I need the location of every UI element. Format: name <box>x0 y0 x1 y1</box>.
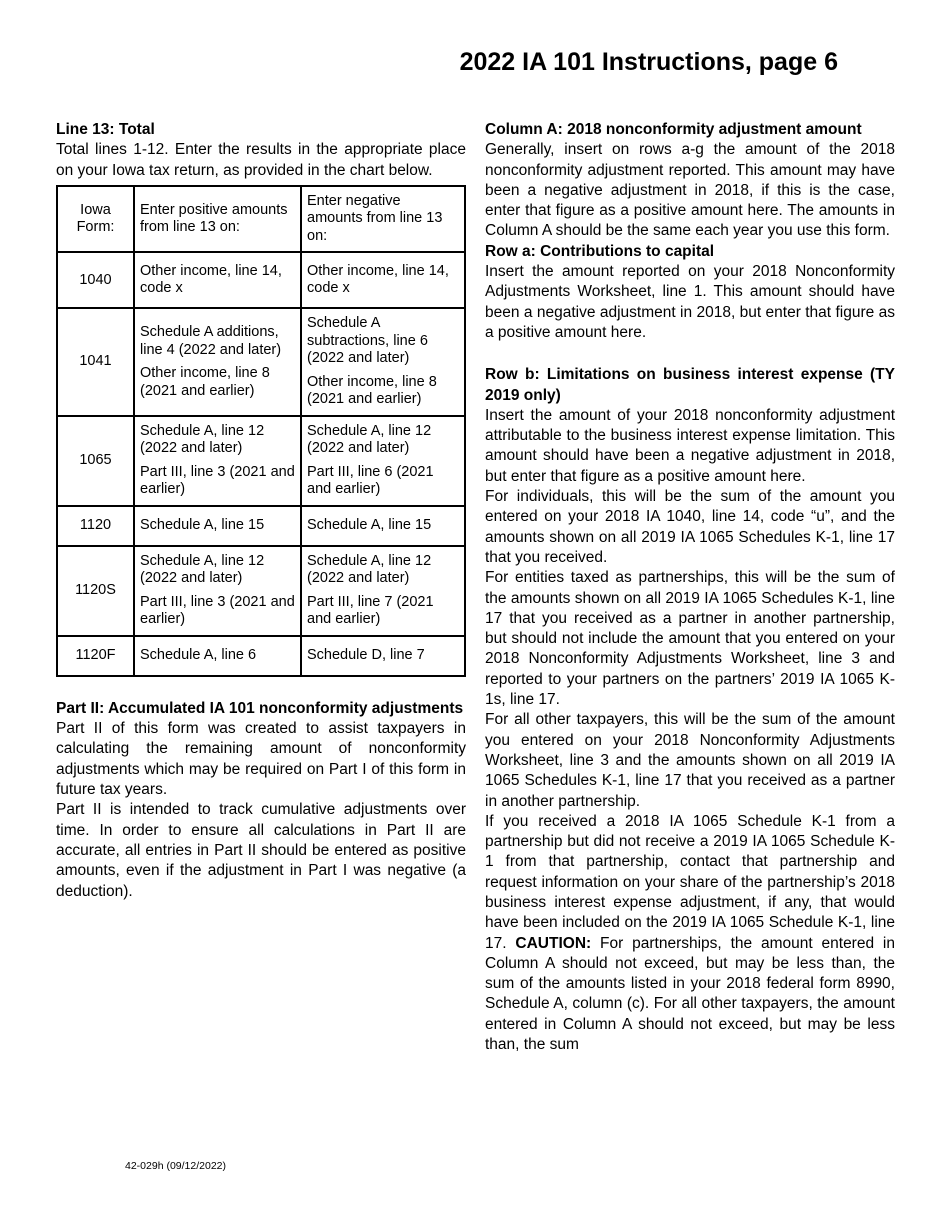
table-row <box>57 546 465 636</box>
cell-text: Other income, line 8 (2021 and earlier) <box>140 365 270 399</box>
part2-paragraph: Part II is intended to track cumulative adjustments over time. In order to ensure all calculations in Part II are accurate, all entries in Part II should be entered as positive amounts, even if the adjustment in Part I was negative (a deduction). <box>56 801 466 900</box>
cell-text: Schedule A, line 15 <box>140 517 265 534</box>
part2-paragraph: Part II of this form was created to assist taxpayers in calculating the remaining amount of nonconformity adjustments which may be required on Part I of this form in future tax years. <box>56 720 466 799</box>
row-a-text: Insert the amount reported on your 2018 Nonconformity Adjustments Worksheet, line 1. This amount should have been a negative adjustment in 2018, but enter that figure as a positive amount here. <box>485 263 895 341</box>
table-header-cell: Enter positive amounts from line 13 on: <box>134 186 301 253</box>
form-cell: 1120S <box>57 546 134 636</box>
cell-text: Schedule A, line 6 <box>140 647 257 664</box>
cell-text: Schedule D, line 7 <box>307 647 425 664</box>
form-id-footer: 42-029h (09/12/2022) <box>125 1160 226 1172</box>
cell-text: Other income, line 14, code x <box>307 262 449 297</box>
row-b-paragraph <box>485 812 895 1056</box>
cell-text: Schedule A, line 15 <box>307 517 432 534</box>
line13-text: Total lines 1-12. Enter the results in the appropriate place on your Iowa tax return, as provided in the chart below. <box>56 141 466 179</box>
cell-text: Part III, line 6 (2021 and earlier) <box>307 463 434 498</box>
page-title: 2022 IA 101 Instructions, page 6 <box>459 48 838 76</box>
positive-cell <box>134 308 301 416</box>
table-row <box>57 252 465 308</box>
positive-cell <box>134 416 301 506</box>
row-b-paragraph: For individuals, this will be the sum of the amount you entered on your 2018 IA 1040, line 14, code “u”, and the amounts shown on all 2019 IA 1065 Schedules K-1, line 17 that you received. <box>485 488 895 566</box>
cell-text: Schedule A, line 12 (2022 and later) <box>140 552 265 587</box>
positive-cell <box>134 506 301 546</box>
table-header-cell: Enter negative amounts from line 13 on: <box>301 186 465 253</box>
negative-cell <box>301 546 465 636</box>
table-header-cell: Iowa Form: <box>57 186 134 253</box>
form-cell: 1040 <box>57 252 134 308</box>
cell-text: Schedule A subtractions, line 6 (2022 and later) <box>307 315 428 367</box>
positive-cell <box>134 252 301 308</box>
negative-cell <box>301 252 465 308</box>
row-b-paragraph: For entities taxed as partnerships, this will be the sum of the amounts shown on all 2019 IA 1065 Schedules K-1, line 17 that you received as a partner in another partnership, but should not include the amount that you entered on your 2018 Nonconformity Adjustments Worksheet, line 3 and reported to your partners on the partners’ 2019 IA 1065 K-1s, line 17. <box>485 569 895 709</box>
row-b-paragraph: For all other taxpayers, this will be the sum of the amount you entered on your 2018 Nonconformity Adjustments Worksheet, line 3 and the amounts shown on all 2019 IA 1065 Schedules K-1, line 17 that you received as a partner in another partnership. <box>485 711 895 810</box>
table-row <box>57 506 465 546</box>
row-b-text: If you received a 2018 IA 1065 Schedule K-1 from a partnership but did not receive a 2019 IA 1065 Schedule K-1 from that partnership, contact that partnership and request information on your share of the partnership’s 2018 business interest expense adjustment, if any, that would have been included on the 2019 IA 1065 Schedule K-1, line 17. <box>485 812 895 952</box>
row-b-text: For partnerships, the amount entered in Column A should not exceed, but may be less than, the sum of the amounts listed in your 2018 federal form 8990, Schedule A, column (c). For all other taxpayers, the amount entered in Column A should not exceed, but may be less than, the sum <box>485 934 895 1054</box>
cell-text: Part III, line 3 (2021 and earlier) <box>140 593 295 628</box>
column-a-heading: Column A: 2018 nonconformity adjustment amount <box>485 121 862 138</box>
right-column <box>485 120 895 1055</box>
row-b-heading: Row b: Limitations on business interest expense (TY 2019 only) <box>485 366 895 404</box>
cell-text: Other income, line 14, code x <box>140 262 282 297</box>
iowa-form-chart <box>56 185 466 677</box>
cell-text: Part III, line 3 (2021 and earlier) <box>140 463 295 498</box>
form-cell: 1120 <box>57 506 134 546</box>
table-header-row <box>57 186 465 253</box>
column-a-text: Generally, insert on rows a-g the amount of the 2018 nonconformity adjustment reported. This amount may have been a negative adjustment in 2018, if this is the case, enter that figure as a positive amount here. The amounts in Column A should be the same each year you use this form. <box>485 141 895 240</box>
form-cell: 1041 <box>57 308 134 416</box>
negative-cell <box>301 416 465 506</box>
positive-cell <box>134 546 301 636</box>
left-column <box>56 120 466 902</box>
row-b-paragraph: Insert the amount of your 2018 nonconformity adjustment attributable to the business interest expense limitation. This amount should have been a negative adjustment in 2018, but enter that figure as a positive amount here. <box>485 406 895 485</box>
positive-cell <box>134 636 301 676</box>
form-cell: 1120F <box>57 636 134 676</box>
form-cell: 1065 <box>57 416 134 506</box>
cell-text: Schedule A, line 12 (2022 and later) <box>140 422 265 457</box>
negative-cell <box>301 308 465 416</box>
cell-text: Other income, line 8 (2021 and earlier) <box>307 373 437 408</box>
cell-text: Schedule A, line 12 (2022 and later) <box>307 422 432 457</box>
negative-cell <box>301 506 465 546</box>
part2-heading: Part II: Accumulated IA 101 nonconformity adjustments <box>56 699 464 717</box>
negative-cell <box>301 636 465 676</box>
table-row <box>57 308 465 416</box>
table-row <box>57 416 465 506</box>
cell-text: Schedule A, line 12 (2022 and later) <box>307 552 432 587</box>
caution-label: CAUTION: <box>515 934 592 952</box>
cell-text: Part III, line 7 (2021 and earlier) <box>307 593 434 628</box>
table-row <box>57 636 465 676</box>
line13-heading: Line 13: Total <box>56 121 155 138</box>
cell-text: Schedule A additions, line 4 (2022 and later) <box>140 324 282 358</box>
row-a-heading: Row a: Contributions to capital <box>485 242 715 260</box>
